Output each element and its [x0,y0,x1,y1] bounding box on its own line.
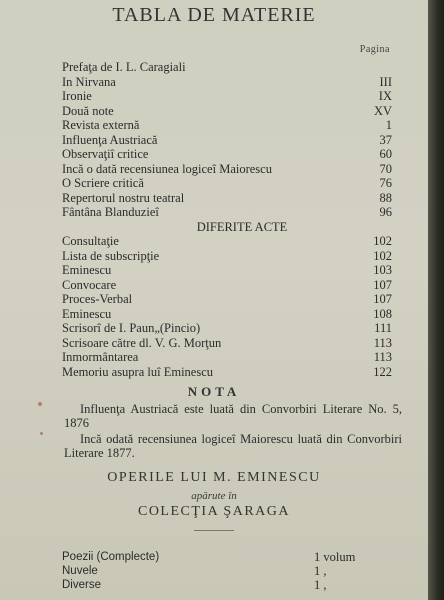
toc-entry-page: 96 [379,205,392,219]
paper-stain [40,432,43,435]
toc-entry-page: III [379,74,392,89]
toc-entry-page: 107 [373,277,392,292]
toc-entry-page: 60 [379,147,392,161]
toc-entry-page: 108 [373,306,392,321]
toc-entry-label: Inmormântarea [62,350,139,364]
works-item-qty: 1 volum [314,550,356,564]
works-item-label: Poezii (Complecte) [62,551,160,563]
toc-entry-label: Proces-Verbal [62,292,133,306]
toc-entry-label: Lista de subscripţie [62,248,160,263]
toc-entry-page: 76 [379,176,392,190]
toc-entry-label: Două note [62,103,114,118]
page-title: TABLA DE MATERIE [112,4,316,26]
note-paragraph: Influenţa Austriacă este luată din Convorbiri Literare No. 5, 1876 [64,402,402,430]
works-subheading: apărute în [191,490,237,502]
toc-entry-page: 102 [373,234,392,248]
toc-entry-label: Consultaţie [62,234,119,248]
toc-entry-label: Revista externă [62,118,140,132]
toc-entry-label: Observaţiî critice [62,147,149,161]
works-heading: OPERILE LUI M. EMINESCU [107,470,321,485]
note-section [64,402,402,460]
toc-entry-page: 113 [373,350,392,364]
toc-entry [62,365,392,380]
toc-entry-label: Convocare [62,277,117,292]
section-heading: DIFERITE ACTE [196,219,288,234]
toc-entry-page: 70 [379,161,392,176]
toc-entry [62,89,392,104]
toc-entry-page: 102 [373,248,392,263]
toc-entry-page: 37 [379,132,392,147]
toc-entry [62,249,392,264]
toc-entry-page: 113 [373,335,392,350]
toc-entry-label: Repertorul nostru teatral [62,190,185,205]
toc-entry [62,278,392,293]
toc-entry [62,205,392,220]
divider [194,530,234,531]
note-paragraph: Incă odată recensiunea logiceî Maiorescu luată din Convorbiri Literare 1877. [64,432,402,460]
toc-entry [62,75,392,90]
page-column-label: Pagina [359,44,390,55]
toc-entry [62,336,392,351]
table-of-contents [62,60,392,379]
works-item [62,550,392,564]
book-spine-edge [428,0,444,600]
toc-entry-label: Incă o dată recensiunea logiceî Maiorescu [62,161,272,176]
toc-entry-label: Prefaţa de I. L. Caragiali [62,60,186,74]
paper-stain [38,402,42,406]
toc-entry [62,307,392,322]
toc-entry [62,104,392,119]
toc-entry-page: 122 [373,364,392,379]
toc-entry [62,118,392,133]
works-item [62,564,392,578]
toc-entry-label: In Nirvana [62,74,116,89]
toc-entry-label: Scrisorî de I. Paun„(Pincio) [62,321,201,335]
toc-entry-page: 1 [385,118,392,132]
toc-entry-page: XV [373,103,392,118]
works-item [62,578,392,592]
toc-entry [62,350,392,365]
toc-entry-page: 103 [373,263,392,277]
toc-entry [62,133,392,148]
toc-entry-label: Influenţa Austriacă [62,132,158,147]
works-item-qty: 1 , [314,578,327,592]
toc-entry [62,321,392,336]
works-item-label: Diverse [62,579,101,591]
works-list [62,550,392,592]
works-item-label: Nuvele [62,565,98,577]
toc-entry-label: Eminescu [62,263,112,277]
toc-entry-label: Memoriu asupra luî Eminescu [62,364,214,379]
toc-entry-label: Fântâna Blanduzieî [62,205,159,219]
toc-entry-label: Eminescu [62,306,112,321]
toc-entry-page: 111 [374,321,392,335]
toc-entry [62,147,392,162]
toc-entry [62,176,392,191]
works-item-qty: 1 , [314,564,327,578]
collection-name: COLECŢIA ŞARAGA [137,504,290,519]
toc-entry-page: 107 [373,292,392,306]
toc-entry-label: Scrisoare către dl. V. G. Morţun [62,335,222,350]
note-heading: NOTA [187,384,241,399]
toc-entry [62,292,392,307]
toc-entry [62,60,392,75]
toc-entry [62,234,392,249]
toc-entry-label: Ironie [62,89,92,103]
toc-entry [62,191,392,206]
toc-entry [62,162,392,177]
toc-entry-page: IX [378,89,392,103]
toc-entry [62,263,392,278]
toc-entry-page: 88 [379,190,392,205]
toc-entry-label: O Scriere critică [62,176,144,190]
